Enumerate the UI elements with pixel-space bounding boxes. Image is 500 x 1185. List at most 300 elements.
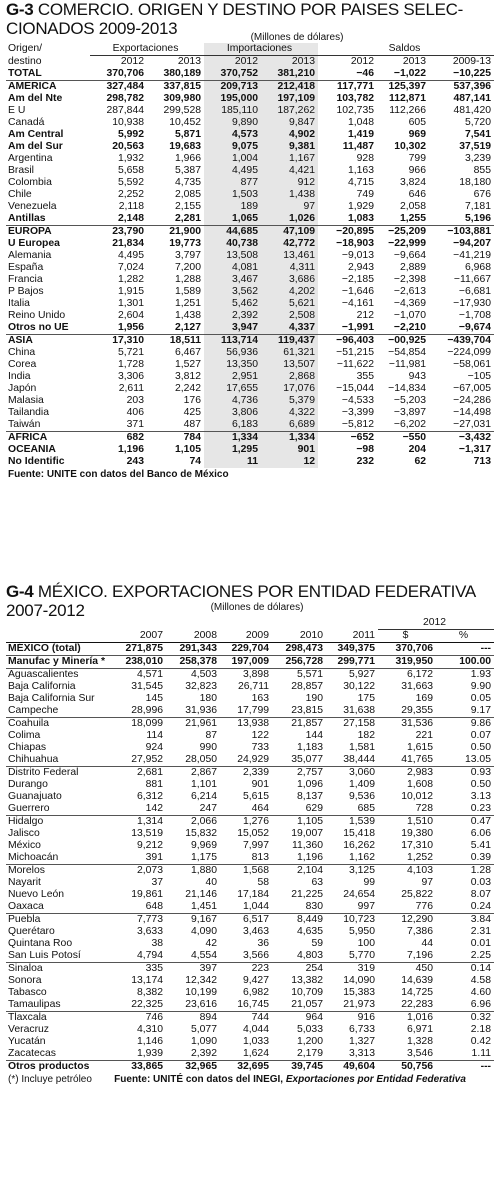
g3-table-body (6, 68, 494, 468)
g3-cell: −46 (356, 68, 374, 79)
g3-cell: −2,210 (393, 322, 426, 333)
g4-cell: 256,728 (272, 656, 326, 669)
g3-cell: 2,604 (117, 310, 144, 321)
g3-cell: −3,432 (429, 432, 494, 445)
g3-row-label: España (8, 262, 44, 273)
g3-cell: 1,004 (204, 153, 261, 165)
g4-cell: 100 (357, 938, 375, 949)
g4-cell: 24,654 (343, 889, 375, 900)
g4-row-label: MÉXICO (total) (6, 643, 118, 656)
g3-cell: −2,185 (341, 274, 374, 285)
g3-cell: 1,527 (174, 359, 201, 370)
g4-cell: 4.60 (470, 987, 491, 998)
g3-cell: 13,461 (261, 250, 318, 262)
g3-cell: 5,992 (117, 129, 144, 140)
g4-cell: 464 (251, 803, 269, 814)
g3-cell: 42,772 (261, 238, 318, 250)
g4-cell: 1,016 (378, 1012, 436, 1025)
g3-cell: −67,005 (453, 383, 491, 394)
g4-cell: 3,546 (406, 1048, 433, 1059)
g4-row-label: Querétaro (8, 926, 55, 937)
g4-row (6, 926, 494, 938)
g4-cell: 49,604 (326, 1061, 378, 1074)
g3-cell: 2,508 (261, 310, 318, 322)
g3-cell: −18,903 (336, 238, 374, 249)
g3-cell: 749 (356, 189, 374, 200)
g4-row-label: Nuevo León (8, 889, 65, 900)
g4-cell: 2,392 (190, 1048, 217, 1059)
g3-cell: 12 (261, 456, 318, 468)
g3-group-exports: Exportaciones (90, 43, 204, 56)
g4-row (6, 1061, 494, 1074)
g4-cell: 6,733 (348, 1024, 375, 1035)
g4-row-label: San Luis Potosí (8, 950, 81, 961)
g4-cell: 1,175 (190, 852, 217, 863)
g3-row-label: AFRICA (6, 432, 90, 445)
g3-cell: 203 (126, 395, 144, 406)
g3-row-label: EUROPA (6, 226, 90, 239)
g4-cell: 21,057 (291, 999, 323, 1010)
g4-cell: 0.47 (436, 816, 494, 829)
g3-cell: 1,956 (117, 322, 144, 333)
g4-row-label: Tlaxcala (6, 1012, 118, 1025)
g3-row-label: Italia (8, 298, 30, 309)
g3-cell: 5,720 (464, 117, 491, 128)
g3-row (6, 383, 494, 395)
g3-cell: 18,511 (147, 335, 204, 348)
g4-cell: 4,803 (296, 950, 323, 961)
g4-row-label: Otros productos (6, 1061, 118, 1074)
g3-cell: −9,013 (341, 250, 374, 261)
g4-cell: 0.07 (470, 730, 491, 741)
g3-cell: 13,350 (204, 359, 261, 371)
g4-cell: 21,961 (166, 718, 220, 731)
g4-row (6, 1024, 494, 1036)
g4-cell: 4,635 (296, 926, 323, 937)
g3-cell: 19,773 (169, 238, 201, 249)
g4-cell: 1,568 (220, 865, 272, 878)
g3-cell: −94,207 (453, 238, 491, 249)
g3-cell: 4,573 (204, 129, 261, 141)
g3-source: Fuente: UNITE con datos del Banco de México (8, 469, 229, 480)
g3-row-label: OCEANIA (8, 444, 56, 455)
g4-cell: 13,382 (291, 975, 323, 986)
g3-cell: 11 (204, 456, 261, 468)
g4-row (6, 950, 494, 963)
g3-cell: 4,421 (261, 165, 318, 177)
g4-row-label: Colima (8, 730, 41, 741)
g3-row (6, 262, 494, 274)
g4-cell: 221 (415, 730, 433, 741)
g3-cell: 1,301 (117, 298, 144, 309)
g4-row-label: Distrito Federal (6, 767, 118, 780)
g4-cell: 5,927 (326, 669, 378, 682)
g4-cell: 0.05 (470, 693, 491, 704)
g3-cell: 44,685 (204, 226, 261, 239)
g3-year: 2013 (261, 56, 318, 69)
g4-cell: 14,639 (401, 975, 433, 986)
g4-cell: 97 (421, 877, 433, 888)
g4-cell: 38 (151, 938, 163, 949)
g4-cell: 924 (145, 742, 163, 753)
g3-year: 2013 (402, 56, 426, 67)
g3-cell: 185,110 (204, 105, 261, 117)
g3-header-dest: destino (8, 55, 42, 67)
g3-cell: −9,664 (393, 250, 426, 261)
g4-cell: 144 (305, 730, 323, 741)
g3-cell: 1,503 (204, 189, 261, 201)
g3-cell: 298,782 (106, 93, 144, 104)
g3-cell: 212 (356, 310, 374, 321)
g4-cell: 58 (257, 877, 269, 888)
g4-cell: 3.84 (436, 914, 494, 927)
g4-cell: 6.06 (470, 828, 491, 839)
g3-cell: 2,252 (117, 189, 144, 200)
g3-cell: 3,947 (204, 322, 261, 335)
g3-cell: −24,286 (453, 395, 491, 406)
g3-cell: 381,210 (261, 68, 318, 81)
g3-row-label: Francia (8, 274, 43, 285)
g4-cell: 21,225 (291, 889, 323, 900)
g3-cell: −96,403 (318, 335, 377, 348)
g3-cell: 6,968 (464, 262, 491, 273)
g3-cell: 5,621 (261, 298, 318, 310)
g3-cell: 1,589 (174, 286, 201, 297)
g3-cell: 74 (189, 456, 201, 467)
g4-cell: 2,339 (220, 767, 272, 780)
g4-source-prefix: Fuente: UNITÉ con datos del INEGI, (114, 1074, 286, 1085)
g4-row-label: Tamaulipas (8, 999, 61, 1010)
g4-cell: 12,342 (185, 975, 217, 986)
g3-title-line1: COMERCIO. ORIGEN Y DESTINO POR PAISES SELEC- (37, 0, 464, 19)
g4-cell: 0.50 (470, 742, 491, 753)
g3-cell: 487,141 (453, 93, 491, 104)
g4-year: 2009 (245, 629, 269, 641)
g3-cell: 1,728 (117, 359, 144, 370)
g3-cell: 243 (126, 456, 144, 467)
g4-cell: 8,137 (296, 791, 323, 802)
g4-row (6, 656, 494, 669)
g4-cell: 40 (205, 877, 217, 888)
g3-cell: 1,915 (117, 286, 144, 297)
g3-row-label: Venezuela (8, 201, 57, 212)
g3-cell: −15,044 (336, 383, 374, 394)
g4-year: 2010 (299, 629, 323, 641)
g3-cell: 2,148 (117, 213, 144, 224)
g4-cell: 1,510 (378, 816, 436, 829)
g4-cell: 0.14 (436, 963, 494, 976)
g3-cell: 5,871 (174, 129, 201, 140)
g4-source-italic: Exportaciones por Entidad Federativa (285, 1074, 466, 1085)
g3-cell: 125,397 (377, 81, 429, 94)
g4-cell: 6,982 (242, 987, 269, 998)
g3-title-line2: CIONADOS 2009-2013 (6, 19, 178, 38)
g4-row-label: Oaxaca (8, 901, 44, 912)
g3-cell: −14,498 (453, 407, 491, 418)
g3-cell: 682 (90, 432, 147, 445)
g4-cell: 1.93 (436, 669, 494, 682)
g3-cell: −5,812 (341, 419, 374, 430)
g3-cell: 7,024 (117, 262, 144, 273)
g3-cell: −14,834 (388, 383, 426, 394)
g4-cell: 5,770 (348, 950, 375, 961)
g3-cell: 943 (408, 371, 426, 382)
g3-cell: 1,282 (117, 274, 144, 285)
g4-row-label: Campeche (8, 705, 59, 716)
g4-cell: 254 (272, 963, 326, 976)
g4-cell: 238,010 (118, 656, 166, 669)
g3-cell: −6,202 (393, 419, 426, 430)
g4-cell: 22,283 (401, 999, 433, 1010)
g4-title-line2: 2007-2012 (6, 601, 85, 620)
g3-units: (Millones de dólares) (250, 32, 344, 43)
g3-row (6, 93, 494, 105)
g3-cell: −4,369 (393, 298, 426, 309)
g3-cell: 4,322 (261, 407, 318, 419)
g4-cell: 87 (205, 730, 217, 741)
g3-cell: 1,196 (117, 444, 144, 455)
g4-cell: 5,950 (348, 926, 375, 937)
g3-cell: −3,897 (393, 407, 426, 418)
g3-row (6, 153, 494, 165)
g4-cell: 370,706 (378, 643, 436, 656)
g3-cell: 3,239 (464, 153, 491, 164)
g4-cell: 28,050 (185, 754, 217, 765)
g4-cell: 1,162 (348, 852, 375, 863)
g4-row (6, 889, 494, 901)
g3-cell: 855 (473, 165, 491, 176)
g3-cell: 299,528 (163, 105, 201, 116)
g4-row-label: Tabasco (8, 987, 47, 998)
g3-cell: 2,085 (174, 189, 201, 200)
g3-cell: 2,127 (174, 322, 201, 333)
g4-row (6, 963, 494, 976)
g3-cell: 2,889 (399, 262, 426, 273)
g4-row-label: Michoacán (8, 852, 59, 863)
g3-cell: 4,902 (261, 129, 318, 141)
g3-cell: 537,396 (429, 81, 494, 94)
g4-cell: 23,815 (291, 705, 323, 716)
g4-row (6, 1048, 494, 1061)
g3-cell: 1,083 (347, 213, 374, 224)
g3-cell: 928 (356, 153, 374, 164)
g3-row-label: TOTAL (8, 68, 42, 79)
g4-year: 2008 (193, 629, 217, 641)
g3-cell: 371 (126, 419, 144, 430)
g4-cell: 31,536 (378, 718, 436, 731)
g3-row (6, 419, 494, 432)
g4-cell: 830 (305, 901, 323, 912)
g3-cell: −1,991 (341, 322, 374, 333)
g4-cell: 391 (145, 852, 163, 863)
g3-year: 2012 (204, 56, 261, 69)
g3-row (6, 335, 494, 348)
g4-cell: 22,325 (131, 999, 163, 1010)
g3-row-label: U Europea (8, 238, 60, 249)
g3-cell: 10,452 (169, 117, 201, 128)
g4-cell: 32,695 (220, 1061, 272, 1074)
g4-cell: 319,950 (378, 656, 436, 669)
g3-cell: 481,420 (453, 105, 491, 116)
g3-year: 2013 (177, 56, 201, 67)
g4-table (6, 617, 494, 1073)
g3-row-label: India (8, 371, 31, 382)
g3-cell: 1,929 (347, 201, 374, 212)
g3-cell: 61,321 (261, 347, 318, 359)
g3-row (6, 322, 494, 335)
g3-row-label: China (8, 347, 36, 358)
g3-row-label: Canadá (8, 117, 45, 128)
g4-row-label: México (8, 840, 41, 851)
g3-row (6, 226, 494, 239)
g4-cell: 8,449 (272, 914, 326, 927)
g3-row-label: Brasil (8, 165, 34, 176)
g4-row-label: Guanajuato (8, 791, 62, 802)
g4-cell: 19,380 (401, 828, 433, 839)
g3-cell: 4,735 (174, 177, 201, 188)
g3-cell: −224,099 (447, 347, 491, 358)
g4-cell: 894 (166, 1012, 220, 1025)
g4-cell: 0.23 (470, 803, 491, 814)
g3-cell: 62 (414, 456, 426, 467)
g4-row (6, 718, 494, 731)
g3-row (6, 286, 494, 298)
g4-cell: 1,105 (272, 816, 326, 829)
g3-cell: −1,708 (458, 310, 491, 321)
g3-cell: −58,061 (453, 359, 491, 370)
g4-cell: 1,096 (296, 779, 323, 790)
g4-cell: 99 (363, 877, 375, 888)
g4-cell: 1.11 (471, 1048, 491, 1059)
g4-cell: 7,773 (118, 914, 166, 927)
g4-cell: 10,199 (185, 987, 217, 998)
g3-cell: 112,871 (389, 93, 426, 104)
g4-cell: 349,375 (326, 643, 378, 656)
g4-cell: 13,174 (131, 975, 163, 986)
g4-cell: 21,146 (185, 889, 217, 900)
g3-row (6, 395, 494, 407)
g4-cell: 114 (146, 730, 163, 741)
g3-group-imports: Importaciones (204, 43, 318, 56)
g3-cell: −10,225 (453, 68, 491, 79)
g3-row-label: P Bajos (8, 286, 44, 297)
g4-cell: 1,033 (242, 1036, 269, 1047)
g3-cell: 3,812 (174, 371, 201, 382)
g3-cell: 17,076 (261, 383, 318, 395)
g3-row-label: Reino Unido (8, 310, 66, 321)
g4-cell: 1,090 (190, 1036, 217, 1047)
g3-cell: −4,533 (341, 395, 374, 406)
g4-cell: 728 (415, 803, 433, 814)
g3-cell: −439,704 (429, 335, 494, 348)
g4-cell: 31,936 (185, 705, 217, 716)
g3-cell: 425 (183, 407, 201, 418)
g4-row (6, 730, 494, 742)
g3-cell: 17,310 (90, 335, 147, 348)
g4-source (114, 1074, 466, 1085)
g4-cell: 0.42 (470, 1036, 491, 1047)
g4-cell: 122 (251, 730, 269, 741)
g4-row (6, 999, 494, 1012)
g3-cell: 969 (408, 129, 426, 140)
g3-cell: 1,932 (117, 153, 144, 164)
g4-cell: 2,681 (118, 767, 166, 780)
g3-cell: 877 (204, 177, 261, 189)
g4-cell: 1,327 (348, 1036, 375, 1047)
g4-year: 2007 (139, 629, 163, 641)
g4-cell: 18,099 (118, 718, 166, 731)
g4-row (6, 791, 494, 803)
g3-cell: 20,563 (112, 141, 144, 152)
g4-cell: 180 (199, 693, 217, 704)
g4-cell: 6,971 (406, 1024, 433, 1035)
g4-cell: 16,745 (237, 999, 269, 1010)
g4-cell: 100.00 (436, 656, 494, 669)
g3-cell: 3,824 (399, 177, 426, 188)
g4-cell: 1,539 (326, 816, 378, 829)
g3-cell: 4,311 (261, 262, 318, 274)
g4-cell: 744 (220, 1012, 272, 1025)
g3-cell: 2,281 (174, 213, 201, 224)
g3-cell: 4,736 (204, 395, 261, 407)
g4-cell: 9.17 (470, 705, 491, 716)
g3-cell: 9,847 (261, 117, 318, 129)
g4-notes (8, 1074, 486, 1085)
g4-cell: 0.39 (470, 852, 491, 863)
g3-cell: 11,487 (342, 141, 374, 152)
g4-cell: 5.41 (470, 840, 491, 851)
g3-cell: −00,925 (377, 335, 429, 348)
g4-cell: 2.18 (470, 1024, 491, 1035)
g3-cell: 119,437 (261, 335, 318, 348)
g3-row-label: No Identific (8, 456, 65, 467)
g4-row (6, 693, 494, 705)
g4-cell: 1,252 (406, 852, 433, 863)
g4-cell: 15,418 (343, 828, 375, 839)
g4-cell: 648 (145, 901, 163, 912)
g4-cell: 3,463 (242, 926, 269, 937)
g3-row (6, 250, 494, 262)
g3-cell: 3,797 (174, 250, 201, 261)
g3-cell: −3,399 (341, 407, 374, 418)
g4-row-label: Baja California (8, 681, 76, 692)
g4-cell: --- (436, 643, 494, 656)
g4-row (6, 1012, 494, 1025)
g3-cell: −1,070 (393, 310, 426, 321)
g3-cell: 1,419 (347, 129, 374, 140)
g4-cell: 25,822 (401, 889, 433, 900)
g3-cell: 5,462 (204, 298, 261, 310)
g4-cell: 5,571 (272, 669, 326, 682)
g3-row-label: Corea (8, 359, 37, 370)
g4-cell: 28,996 (131, 705, 163, 716)
g4-cell: 4,794 (136, 950, 163, 961)
g3-row-label: Japón (8, 383, 37, 394)
g3-row (6, 359, 494, 371)
g4-cell: 9,536 (348, 791, 375, 802)
g3-cell: 1,105 (174, 444, 201, 455)
g3-cell: 18,180 (459, 177, 491, 188)
g3-cell: −98 (356, 444, 374, 455)
g4-cell: 6,517 (220, 914, 272, 927)
g3-cell: 4,202 (261, 286, 318, 298)
g4-cell: 7,196 (406, 950, 433, 961)
g4-code: G-4 (6, 582, 34, 601)
g4-footnote: (*) Incluye petróleo (8, 1074, 92, 1085)
g3-cell: 112,266 (389, 105, 426, 116)
g3-cell: 2,611 (118, 383, 144, 394)
g3-row (6, 456, 494, 468)
